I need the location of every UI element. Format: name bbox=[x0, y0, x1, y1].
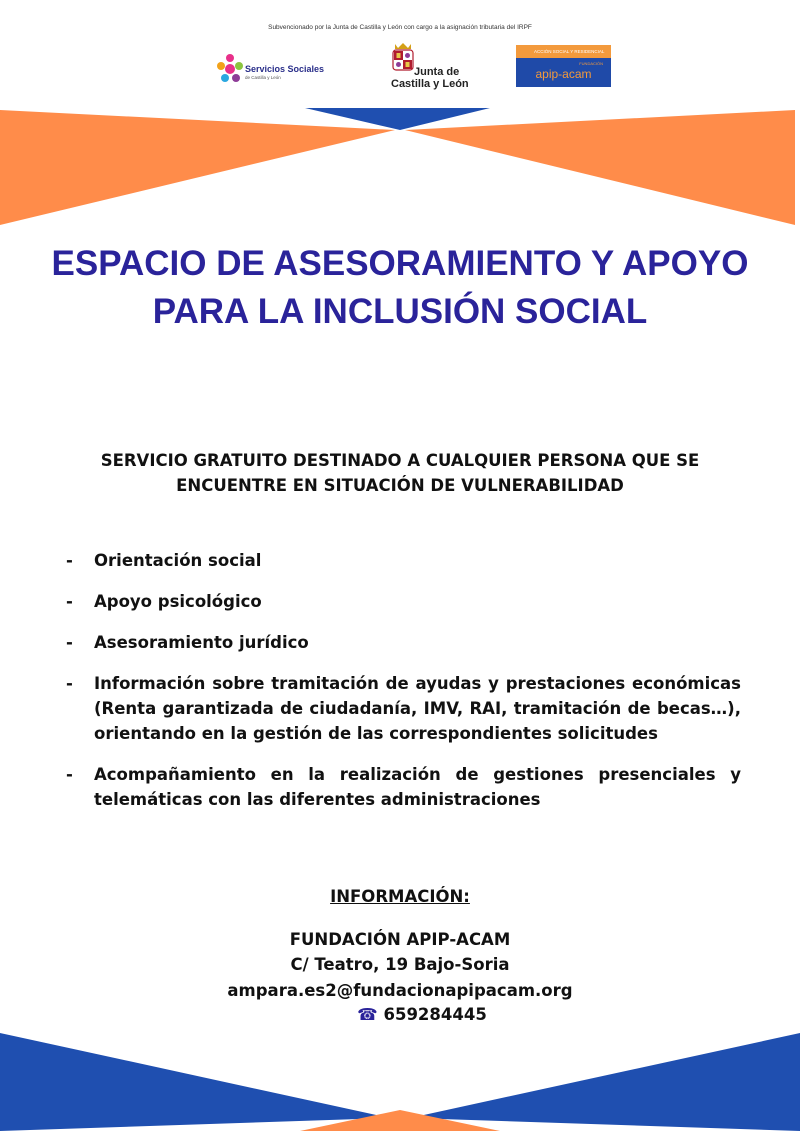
list-item bbox=[66, 671, 741, 746]
bullet-dash: - bbox=[66, 674, 73, 693]
apip-fundacion-label: FUNDACIÓN bbox=[579, 61, 603, 66]
page-title: ESPACIO DE ASESORAMIENTO Y APOYO PARA LA INCLUSIÓN SOCIAL bbox=[51, 244, 749, 331]
subtitle: SERVICIO GRATUITO DESTINADO A CUALQUIER PERSONA QUE SE ENCUENTRE EN SITUACIÓN DE VULNERABILIDAD bbox=[100, 451, 700, 495]
junta-castilla-leon-logo bbox=[388, 42, 468, 92]
service-text: Orientación social bbox=[94, 551, 262, 570]
bullet-dash: - bbox=[66, 592, 73, 611]
junta-line1: Junta de bbox=[414, 66, 460, 78]
subsidy-notice: Subvencionado por la Junta de Castilla y León con cargo a la asignación tributaria del IRPF bbox=[268, 24, 532, 31]
service-text: Acompañamiento en la realización de gestiones presenciales y telemáticas con las diferentes administraciones bbox=[94, 765, 741, 809]
list-item bbox=[66, 762, 741, 812]
top-decorative-band bbox=[0, 100, 800, 230]
servicios-sociales-emblem-icon bbox=[215, 52, 245, 86]
service-text: Información sobre tramitación de ayudas y prestaciones económicas (Renta garantizada de ciudadanía, IMV, RAI, tramitación de becas…), orientando en la gestión de las correspondientes solicitudes bbox=[94, 674, 741, 743]
info-phone[interactable] bbox=[22, 1005, 800, 1024]
services-list bbox=[66, 548, 741, 828]
bullet-dash: - bbox=[66, 551, 73, 570]
phone-number: 659284445 bbox=[383, 1005, 487, 1024]
apip-banner bbox=[516, 58, 611, 87]
telephone-icon: ☎ bbox=[357, 1005, 378, 1024]
apip-acam-logo bbox=[516, 45, 611, 87]
info-heading: INFORMACIÓN: bbox=[330, 887, 470, 906]
servicios-sociales-logo bbox=[215, 52, 325, 90]
apip-tagline: ACCIÓN SOCIAL Y RESIDENCIAL bbox=[516, 45, 611, 58]
list-item bbox=[66, 630, 741, 655]
service-text: Apoyo psicológico bbox=[94, 592, 262, 611]
service-text: Asesoramiento jurídico bbox=[94, 633, 309, 652]
info-email[interactable]: ampara.es2@fundacionapipacam.org bbox=[227, 981, 573, 1000]
servicios-sociales-name: Servicios Sociales bbox=[245, 64, 325, 74]
bottom-decorative-band bbox=[0, 1030, 800, 1131]
coat-of-arms-icon bbox=[390, 42, 416, 72]
junta-line2: Castilla y León bbox=[391, 78, 469, 90]
apip-name: apip-acam bbox=[535, 67, 592, 81]
list-item bbox=[66, 589, 741, 614]
info-address: C/ Teatro, 19 Bajo-Soria bbox=[290, 955, 510, 974]
list-item bbox=[66, 548, 741, 573]
info-organization: FUNDACIÓN APIP-ACAM bbox=[289, 930, 511, 949]
bullet-dash: - bbox=[66, 633, 73, 652]
bullet-dash: - bbox=[66, 765, 73, 784]
servicios-sociales-sub: de Castilla y León bbox=[245, 75, 281, 80]
